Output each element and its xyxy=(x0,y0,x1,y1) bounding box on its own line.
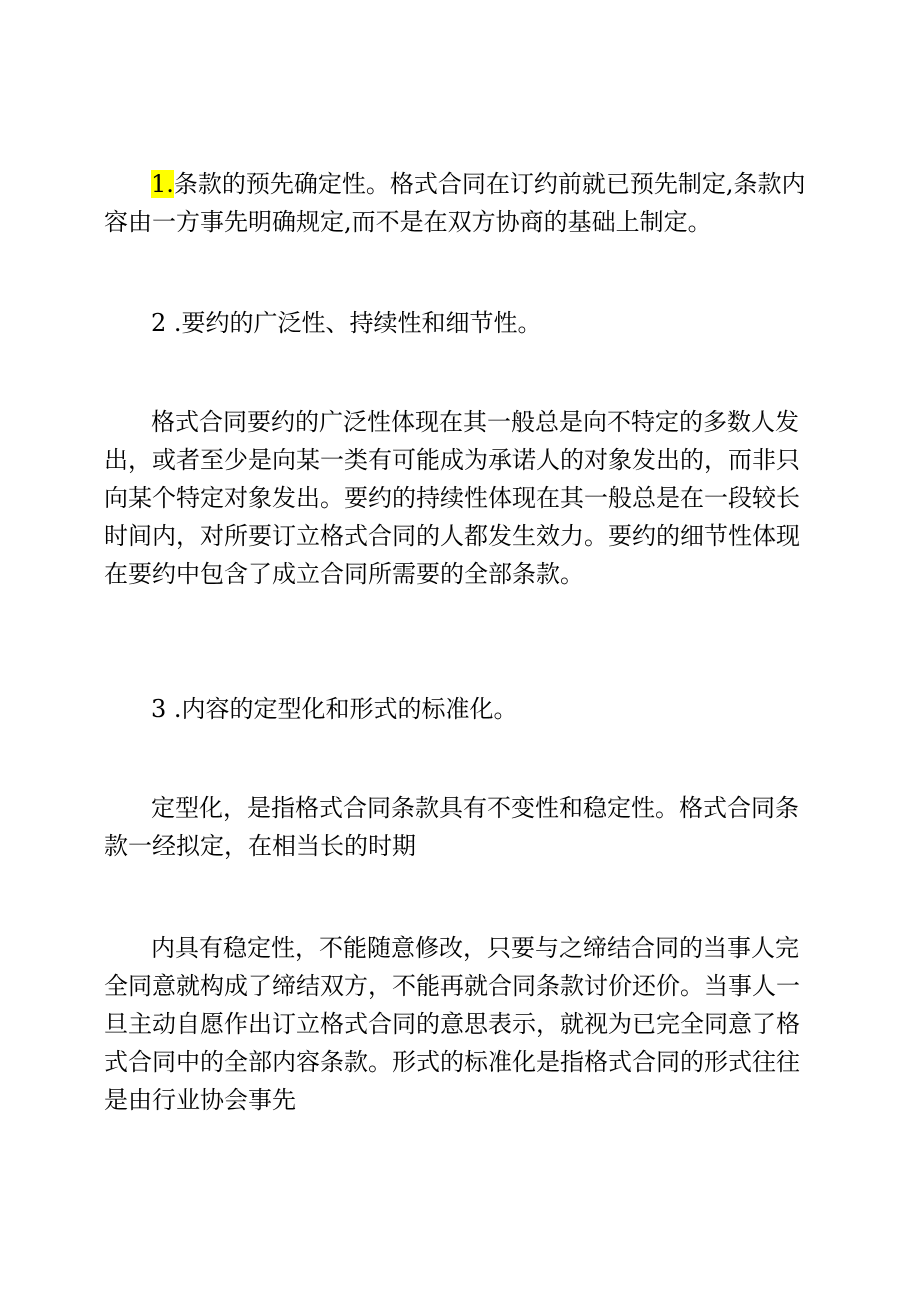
paragraph-5: 定型化，是指格式合同条款具有不变性和稳定性。格式合同条款一经拟定，在相当长的时期 xyxy=(104,794,799,860)
paragraph-6: 内具有稳定性，不能随意修改，只要与之缔结合同的当事人完全同意就构成了缔结双方，不能再就合同条款讨价还价。当事人一旦主动自愿作出订立格式合同的意思表示，就视为已完全同意了格式合同中的全部内容条款。形式的标准化是指格式合同的形式往往是由行业协会事先 xyxy=(104,934,800,1114)
highlighted-number: 1. xyxy=(151,170,174,198)
paragraph-1 xyxy=(104,165,820,241)
paragraph-4: 3 .内容的定型化和形式的标准化。 xyxy=(151,695,518,723)
paragraph-1-text: 条款的预先确定性。格式合同在订约前就已预先制定,条款内容由一方事先明确规定,而不是在双方协商的基础上制定。 xyxy=(104,170,806,236)
paragraph-3: 格式合同要约的广泛性体现在其一般总是向不特定的多数人发出，或者至少是向某一类有可能成为承诺人的对象发出的，而非只向某个特定对象发出。要约的持续性体现在其一般总是在一段较长时间内，对所要订立格式合同的人都发生效力。要约的细节性体现在要约中包含了成立合同所需要的全部条款。 xyxy=(104,408,800,588)
paragraph-2: 2 .要约的广泛性、持续性和细节性。 xyxy=(151,309,542,337)
